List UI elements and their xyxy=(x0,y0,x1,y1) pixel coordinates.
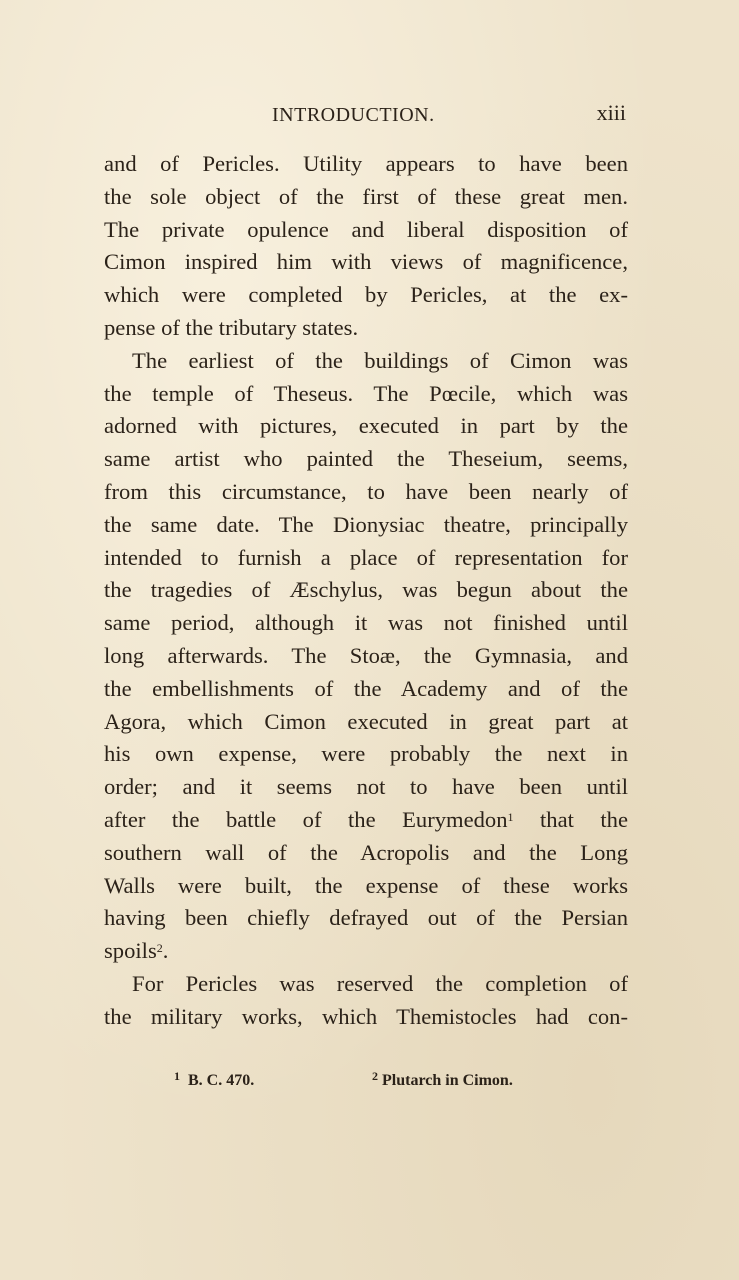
text-line: his own expense, were probably the next in xyxy=(104,741,628,767)
text-line: the embellishments of the Academy and of the xyxy=(104,675,628,701)
text-line: order; and it seems not to have been until xyxy=(104,774,628,800)
footnotes xyxy=(174,1069,574,1096)
footnote xyxy=(174,1069,255,1090)
text-line: pense of the tributary states. xyxy=(104,314,359,340)
text-line: having been chiefly defrayed out of the Persian xyxy=(104,905,628,931)
text-line: from this circumstance, to have been nearly of xyxy=(104,478,628,504)
text-segment: that the xyxy=(513,806,628,832)
text-line-with-footnote-ref xyxy=(104,804,628,837)
text-line: Cimon inspired him with views of magnificence, xyxy=(104,249,628,275)
text-segment: after the battle of the Eurymedon xyxy=(104,806,508,832)
text-line: southern wall of the Acropolis and the Long xyxy=(104,839,628,865)
text-line: the same date. The Dionysiac theatre, principally xyxy=(104,511,628,537)
footnote-marker: 1 xyxy=(174,1069,180,1083)
text-line: same period, although it was not finished until xyxy=(104,610,628,636)
text-line: Walls were built, the expense of these works xyxy=(104,872,628,898)
text-line: which were completed by Pericles, at the ex- xyxy=(104,282,628,308)
running-head xyxy=(104,100,628,132)
text-line: The private opulence and liberal disposition of xyxy=(104,216,628,242)
text-line: the tragedies of Æschylus, was begun about the xyxy=(104,577,628,603)
footnote xyxy=(372,1069,513,1090)
text-line: intended to furnish a place of representation for xyxy=(104,544,628,570)
page-number: xiii xyxy=(596,100,626,125)
text-line: For Pericles was reserved the completion of xyxy=(132,970,628,996)
footnote-ref: 2 xyxy=(156,941,163,956)
body-text xyxy=(104,148,628,1034)
text-segment: . xyxy=(162,938,169,964)
text-line: the military works, which Themistocles had con- xyxy=(104,1003,628,1029)
text-line: the temple of Theseus. The Pœcile, which was xyxy=(104,380,628,406)
text-line: adorned with pictures, executed in part by the xyxy=(104,413,628,439)
text-line: The earliest of the buildings of Cimon was xyxy=(132,347,628,373)
footnote-text: B. C. 470. xyxy=(188,1072,255,1089)
text-line: the sole object of the first of these great men. xyxy=(104,183,628,209)
text-line-with-footnote-ref xyxy=(104,935,628,968)
text-line: same artist who painted the Theseium, seems, xyxy=(104,446,628,472)
text-line: long afterwards. The Stoæ, the Gymnasia, and xyxy=(104,642,628,668)
footnote-marker: 2 xyxy=(372,1069,378,1083)
text-line: and of Pericles. Utility appears to have been xyxy=(104,151,628,176)
footnote-ref: 1 xyxy=(507,809,514,824)
footnote-text: Plutarch in Cimon. xyxy=(382,1072,513,1089)
text-segment: spoils xyxy=(104,938,157,964)
running-head-title: INTRODUCTION. xyxy=(272,104,435,126)
text-line: Agora, which Cimon executed in great part at xyxy=(104,708,628,734)
